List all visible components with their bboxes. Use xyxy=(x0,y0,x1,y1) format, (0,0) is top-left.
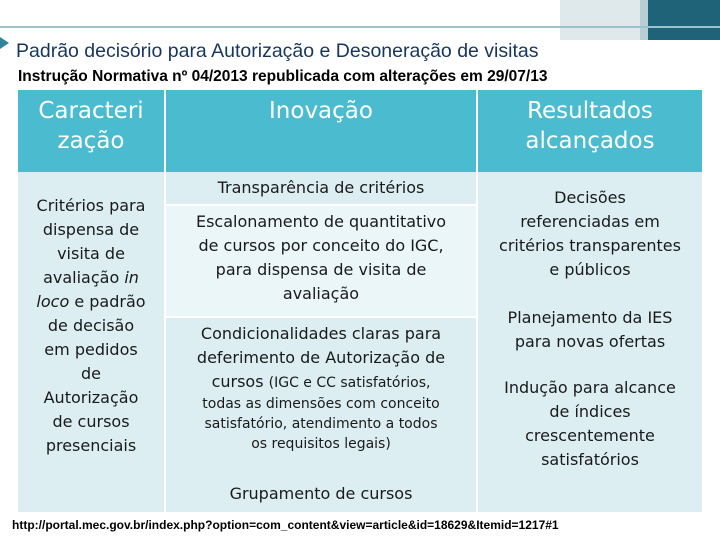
resultado-decisoes xyxy=(478,186,702,282)
caracterizacao-line: de xyxy=(81,364,101,383)
source-link[interactable]: http://portal.mec.gov.br/index.php?option=com_content&view=article&id=18629&Itemid=1217#1 xyxy=(12,518,559,532)
caracterizacao-line: Autorização xyxy=(43,388,139,407)
inovacao-line: os requisitos legais) xyxy=(251,436,391,452)
column-caracterizacao xyxy=(18,172,164,512)
resultado-line: Planejamento da IES xyxy=(507,308,673,327)
inovacao-line xyxy=(166,370,476,394)
inovacao-line: satisfatório, atendimento a todos xyxy=(204,416,438,432)
header-resultados xyxy=(478,90,702,176)
top-bar-segment xyxy=(560,0,640,40)
column-divider xyxy=(164,90,166,512)
caracterizacao-line: de cursos xyxy=(52,412,130,431)
column-resultados xyxy=(478,172,702,512)
inovacao-line: avaliação xyxy=(282,284,360,303)
inovacao-line: de cursos por conceito do IGC, xyxy=(198,236,444,255)
caracterizacao-line: presenciais xyxy=(45,436,137,455)
column-divider xyxy=(476,90,478,512)
inovacao-line: Escalonamento de quantitativo xyxy=(195,212,447,231)
inovacao-fragment: (IGC e CC satisfatórios, xyxy=(268,375,431,391)
resultado-line: satisfatórios xyxy=(541,450,639,469)
caracterizacao-line: em pedidos xyxy=(44,340,138,359)
page-subtitle: Instrução Normativa nº 04/2013 republicada com alterações em 29/07/13 xyxy=(18,68,548,85)
inovacao-line: Condicionalidades claras para xyxy=(200,324,442,343)
resultado-inducao xyxy=(478,376,702,472)
header-caracterizacao-label: Caracteri zação xyxy=(38,98,144,154)
caracterizacao-line xyxy=(18,290,164,314)
resultado-planejamento xyxy=(478,306,702,354)
caracterizacao-line xyxy=(18,266,164,290)
resultado-line: crescentemente xyxy=(525,426,655,445)
inovacao-line: para dispensa de visita de xyxy=(215,260,427,279)
top-bar-segment xyxy=(648,0,720,40)
inovacao-fragment: cursos xyxy=(211,372,264,391)
caracterizacao-text xyxy=(18,194,164,458)
caracterizacao-fragment: e padrão xyxy=(74,292,146,311)
resultado-line: e públicos xyxy=(549,260,631,279)
caracterizacao-fragment: in xyxy=(124,268,139,287)
top-bar-segment xyxy=(640,0,648,40)
resultado-line: de índices xyxy=(549,402,631,421)
header-inovacao xyxy=(166,90,476,176)
resultado-line: para novas ofertas xyxy=(514,332,666,351)
row-divider xyxy=(166,316,476,318)
caracterizacao-line: Critérios para xyxy=(36,196,146,215)
caracterizacao-line: visita de xyxy=(57,244,125,263)
inovacao-item-transparencia: Transparência de critérios xyxy=(217,178,425,197)
decision-table xyxy=(18,90,702,512)
caracterizacao-line: dispensa de xyxy=(42,220,140,239)
top-divider-line xyxy=(0,26,720,28)
inovacao-item-condicionalidades xyxy=(166,322,476,454)
caracterizacao-line: de decisão xyxy=(47,316,135,335)
inovacao-line: deferimento de Autorização de xyxy=(196,348,446,367)
row-divider xyxy=(166,204,476,206)
top-decoration-bar xyxy=(0,0,720,40)
slide-marker-icon xyxy=(0,37,9,49)
resultado-line: Indução para alcance xyxy=(504,378,676,397)
resultado-line: referenciadas em xyxy=(520,212,660,231)
resultado-line: critérios transparentes xyxy=(499,236,681,255)
resultado-line: Decisões xyxy=(554,188,626,207)
top-bar-segment xyxy=(0,0,560,40)
header-resultados-label: Resultados alcançados xyxy=(525,98,655,154)
inovacao-line: todas as dimensões com conceito xyxy=(202,396,440,412)
header-caracterizacao xyxy=(18,90,164,176)
column-inovacao xyxy=(166,172,476,512)
inovacao-item-grupamento: Grupamento de cursos xyxy=(229,484,413,503)
header-inovacao-label: Inovação xyxy=(269,98,373,124)
caracterizacao-fragment: avaliação xyxy=(43,268,120,287)
inovacao-item-escalonamento xyxy=(166,210,476,306)
page-title: Padrão decisório para Autorização e Desoneração de visitas xyxy=(16,40,539,62)
caracterizacao-fragment: loco xyxy=(36,292,70,311)
